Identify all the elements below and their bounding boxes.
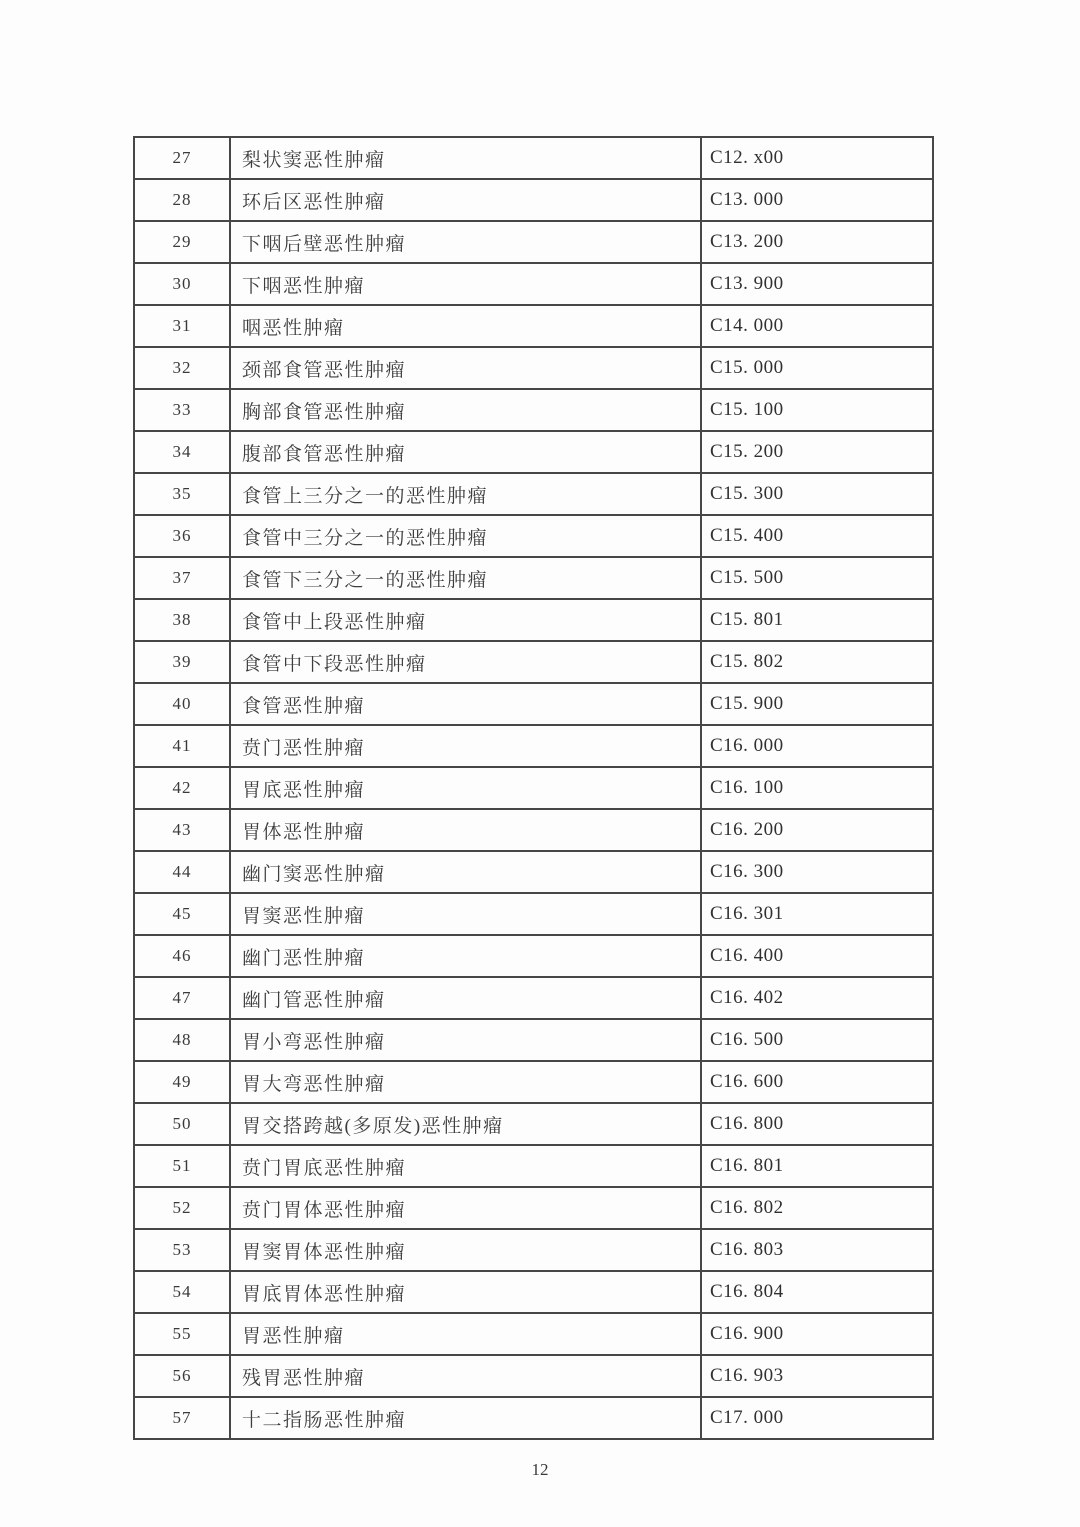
diagnosis-code-cell: C16. 802 — [701, 1187, 933, 1229]
diagnosis-name-cell: 食管上三分之一的恶性肿瘤 — [230, 473, 701, 515]
diagnosis-code-cell: C15. 801 — [701, 599, 933, 641]
row-number-cell: 47 — [134, 977, 230, 1019]
diagnosis-code-cell: C16. 301 — [701, 893, 933, 935]
table-row — [134, 1061, 933, 1103]
table-row — [134, 851, 933, 893]
table-row — [134, 263, 933, 305]
row-number-cell: 48 — [134, 1019, 230, 1061]
table-row — [134, 305, 933, 347]
row-number-cell: 54 — [134, 1271, 230, 1313]
row-number-cell: 42 — [134, 767, 230, 809]
table-row — [134, 557, 933, 599]
diagnosis-code-cell: C16. 900 — [701, 1313, 933, 1355]
diagnosis-name-cell: 咽恶性肿瘤 — [230, 305, 701, 347]
diagnosis-name-cell: 胃窦胃体恶性肿瘤 — [230, 1229, 701, 1271]
table-row — [134, 179, 933, 221]
diagnosis-code-cell: C16. 200 — [701, 809, 933, 851]
diagnosis-name-cell: 颈部食管恶性肿瘤 — [230, 347, 701, 389]
diagnosis-code-table — [133, 136, 934, 1440]
page-number: 12 — [531, 1460, 549, 1479]
diagnosis-code-cell: C16. 000 — [701, 725, 933, 767]
row-number-cell: 32 — [134, 347, 230, 389]
row-number-cell: 52 — [134, 1187, 230, 1229]
diagnosis-name-cell: 胃窦恶性肿瘤 — [230, 893, 701, 935]
diagnosis-name-cell: 贲门恶性肿瘤 — [230, 725, 701, 767]
row-number-cell: 43 — [134, 809, 230, 851]
row-number-cell: 41 — [134, 725, 230, 767]
row-number-cell: 38 — [134, 599, 230, 641]
diagnosis-name-cell: 胃底恶性肿瘤 — [230, 767, 701, 809]
diagnosis-name-cell: 食管下三分之一的恶性肿瘤 — [230, 557, 701, 599]
row-number-cell: 40 — [134, 683, 230, 725]
diagnosis-name-cell: 幽门管恶性肿瘤 — [230, 977, 701, 1019]
row-number-cell: 37 — [134, 557, 230, 599]
row-number-cell: 34 — [134, 431, 230, 473]
diagnosis-code-cell: C17. 000 — [701, 1397, 933, 1439]
diagnosis-name-cell: 食管中下段恶性肿瘤 — [230, 641, 701, 683]
diagnosis-name-cell: 环后区恶性肿瘤 — [230, 179, 701, 221]
diagnosis-code-cell: C16. 600 — [701, 1061, 933, 1103]
table-row — [134, 1229, 933, 1271]
diagnosis-table-body — [134, 137, 933, 1439]
row-number-cell: 31 — [134, 305, 230, 347]
row-number-cell: 39 — [134, 641, 230, 683]
diagnosis-code-cell: C15. 500 — [701, 557, 933, 599]
table-row — [134, 1019, 933, 1061]
table-row — [134, 935, 933, 977]
diagnosis-name-cell: 胃恶性肿瘤 — [230, 1313, 701, 1355]
diagnosis-code-cell: C15. 900 — [701, 683, 933, 725]
table-row — [134, 431, 933, 473]
table-row — [134, 767, 933, 809]
diagnosis-name-cell: 食管中三分之一的恶性肿瘤 — [230, 515, 701, 557]
row-number-cell: 27 — [134, 137, 230, 179]
diagnosis-code-cell: C16. 804 — [701, 1271, 933, 1313]
row-number-cell: 33 — [134, 389, 230, 431]
diagnosis-code-cell: C15. 400 — [701, 515, 933, 557]
diagnosis-name-cell: 十二指肠恶性肿瘤 — [230, 1397, 701, 1439]
diagnosis-name-cell: 残胃恶性肿瘤 — [230, 1355, 701, 1397]
row-number-cell: 30 — [134, 263, 230, 305]
table-row — [134, 1397, 933, 1439]
table-row — [134, 1145, 933, 1187]
table-row — [134, 1103, 933, 1145]
diagnosis-name-cell: 贲门胃底恶性肿瘤 — [230, 1145, 701, 1187]
table-row — [134, 137, 933, 179]
diagnosis-name-cell: 胃体恶性肿瘤 — [230, 809, 701, 851]
table-row — [134, 1271, 933, 1313]
table-row — [134, 515, 933, 557]
diagnosis-name-cell: 胃底胃体恶性肿瘤 — [230, 1271, 701, 1313]
table-row — [134, 641, 933, 683]
diagnosis-code-cell: C16. 402 — [701, 977, 933, 1019]
diagnosis-name-cell: 贲门胃体恶性肿瘤 — [230, 1187, 701, 1229]
diagnosis-code-cell: C15. 000 — [701, 347, 933, 389]
diagnosis-name-cell: 胃小弯恶性肿瘤 — [230, 1019, 701, 1061]
diagnosis-code-cell: C13. 000 — [701, 179, 933, 221]
diagnosis-name-cell: 腹部食管恶性肿瘤 — [230, 431, 701, 473]
diagnosis-code-cell: C14. 000 — [701, 305, 933, 347]
table-row — [134, 1313, 933, 1355]
row-number-cell: 44 — [134, 851, 230, 893]
row-number-cell: 55 — [134, 1313, 230, 1355]
diagnosis-code-cell: C16. 300 — [701, 851, 933, 893]
diagnosis-name-cell: 幽门恶性肿瘤 — [230, 935, 701, 977]
diagnosis-name-cell: 梨状窦恶性肿瘤 — [230, 137, 701, 179]
table-row — [134, 1187, 933, 1229]
row-number-cell: 36 — [134, 515, 230, 557]
row-number-cell: 35 — [134, 473, 230, 515]
diagnosis-code-cell: C16. 400 — [701, 935, 933, 977]
diagnosis-name-cell: 下咽恶性肿瘤 — [230, 263, 701, 305]
row-number-cell: 45 — [134, 893, 230, 935]
table-row — [134, 347, 933, 389]
diagnosis-name-cell: 胃大弯恶性肿瘤 — [230, 1061, 701, 1103]
diagnosis-code-cell: C15. 200 — [701, 431, 933, 473]
diagnosis-code-cell: C16. 800 — [701, 1103, 933, 1145]
table-row — [134, 725, 933, 767]
diagnosis-name-cell: 食管中上段恶性肿瘤 — [230, 599, 701, 641]
row-number-cell: 53 — [134, 1229, 230, 1271]
table-row — [134, 473, 933, 515]
diagnosis-code-cell: C16. 801 — [701, 1145, 933, 1187]
diagnosis-name-cell: 食管恶性肿瘤 — [230, 683, 701, 725]
row-number-cell: 56 — [134, 1355, 230, 1397]
table-row — [134, 221, 933, 263]
table-row — [134, 599, 933, 641]
diagnosis-code-cell: C16. 903 — [701, 1355, 933, 1397]
row-number-cell: 29 — [134, 221, 230, 263]
row-number-cell: 57 — [134, 1397, 230, 1439]
row-number-cell: 50 — [134, 1103, 230, 1145]
table-row — [134, 389, 933, 431]
diagnosis-code-cell: C16. 803 — [701, 1229, 933, 1271]
table-row — [134, 683, 933, 725]
row-number-cell: 49 — [134, 1061, 230, 1103]
diagnosis-name-cell: 胃交搭跨越(多原发)恶性肿瘤 — [230, 1103, 701, 1145]
diagnosis-name-cell: 下咽后壁恶性肿瘤 — [230, 221, 701, 263]
diagnosis-code-cell: C12. x00 — [701, 137, 933, 179]
table-row — [134, 977, 933, 1019]
diagnosis-code-cell: C13. 900 — [701, 263, 933, 305]
diagnosis-name-cell: 幽门窦恶性肿瘤 — [230, 851, 701, 893]
table-row — [134, 893, 933, 935]
diagnosis-code-cell: C15. 802 — [701, 641, 933, 683]
table-row — [134, 809, 933, 851]
table-row — [134, 1355, 933, 1397]
row-number-cell: 46 — [134, 935, 230, 977]
diagnosis-code-cell: C16. 100 — [701, 767, 933, 809]
row-number-cell: 51 — [134, 1145, 230, 1187]
diagnosis-code-cell: C15. 100 — [701, 389, 933, 431]
diagnosis-name-cell: 胸部食管恶性肿瘤 — [230, 389, 701, 431]
diagnosis-code-cell: C16. 500 — [701, 1019, 933, 1061]
diagnosis-code-cell: C15. 300 — [701, 473, 933, 515]
row-number-cell: 28 — [134, 179, 230, 221]
diagnosis-code-cell: C13. 200 — [701, 221, 933, 263]
